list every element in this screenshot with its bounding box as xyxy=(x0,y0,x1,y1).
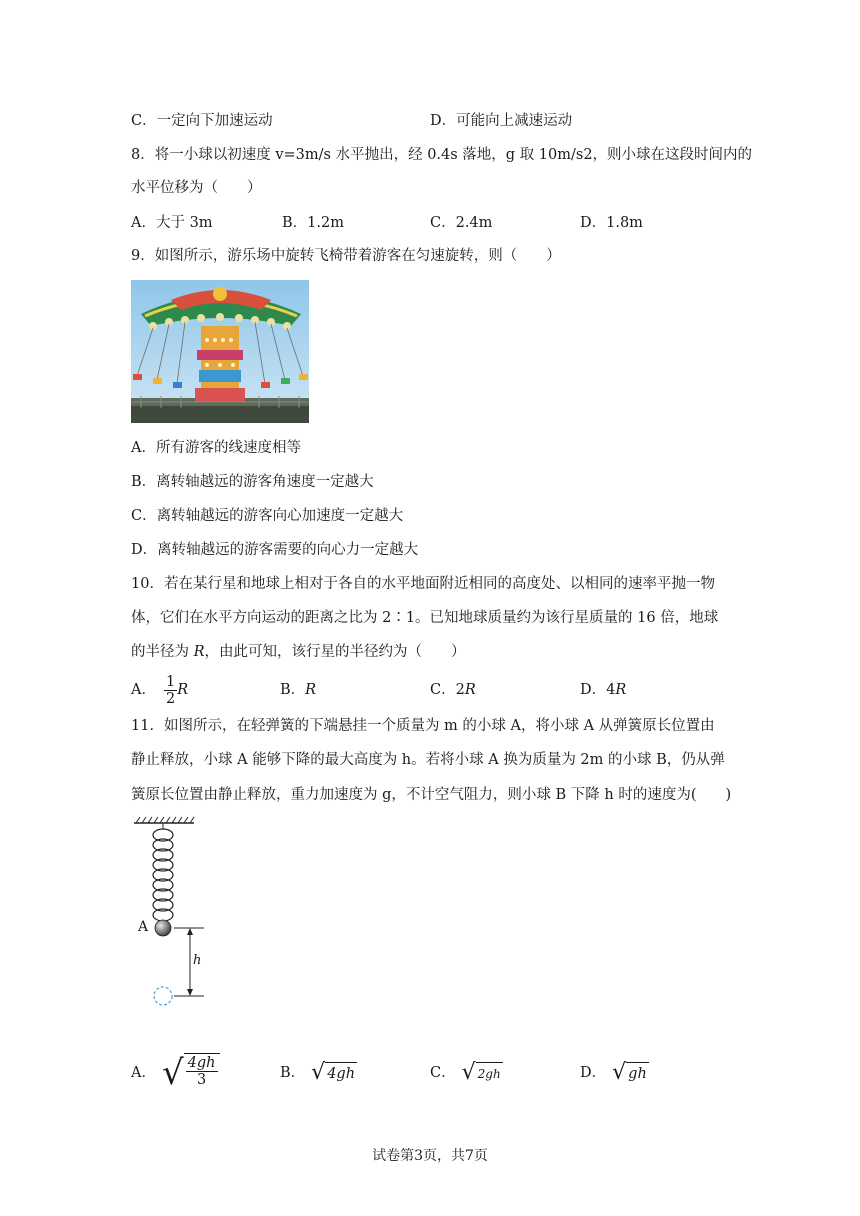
q11-option-d: D． √ gh xyxy=(580,1060,647,1085)
q7-option-c: C．一定向下加速运动 xyxy=(131,113,273,129)
q11-option-d-sqrt: √ gh xyxy=(612,1060,647,1085)
q8-stem-line2: 水平位移为（ ） xyxy=(131,180,262,196)
q10-stem-line2: 体，它们在水平方向运动的距离之比为 2∶1。已知地球质量约为该行星质量的 16 倍，地球 xyxy=(131,610,719,626)
q8-option-d: D．1.8m xyxy=(580,215,643,231)
q9-option-c: C．离转轴越远的游客向心加速度一定越大 xyxy=(131,508,404,524)
q11-option-c-sqrt: √ 2gh xyxy=(461,1060,501,1085)
q10-option-d: D．4R xyxy=(580,682,627,698)
q10-option-a: A． $\frac{1}{2}$ R xyxy=(131,673,189,707)
q11-stem-line2: 静止释放，小球 A 能够下降的最大高度为 h。若将小球 A 换为质量为 2m 的小球 B，仍从弹 xyxy=(131,752,725,768)
figure-label-h: h xyxy=(193,953,202,968)
q7-option-d: D．可能向上减速运动 xyxy=(430,113,573,129)
q9-option-b: B．离转轴越远的游客角速度一定越大 xyxy=(131,474,374,490)
q8-stem-line1: 8．将一小球以初速度 v=3m/s 水平抛出，经 0.4s 落地，g 取 10m/s2，则小球在这段时间内的 xyxy=(131,147,753,163)
q10-option-c: C．2R xyxy=(430,682,476,698)
q11-option-c: C． √ 2gh xyxy=(430,1060,501,1085)
q9-stem: 9．如图所示，游乐场中旋转飞椅带着游客在匀速旋转，则（ ） xyxy=(131,248,561,264)
q8-option-b: B．1.2m xyxy=(282,215,344,231)
page-footer: 试卷第3页，共7页 xyxy=(372,1148,488,1164)
q11-stem-line1: 11．如图所示，在轻弹簧的下端悬挂一个质量为 m 的小球 A，将小球 A 从弹簧原长位置由 xyxy=(131,718,715,734)
q10-option-b: B．R xyxy=(280,682,317,698)
q10-option-a-fraction: $\frac{1}{2}$ xyxy=(165,673,176,707)
q9-option-a: A．所有游客的线速度相等 xyxy=(131,440,301,456)
q10-stem-line3: 的半径为 R，由此可知，该行星的半径约为（ ） xyxy=(131,644,466,660)
q11-option-b: B． √ 4gh xyxy=(280,1060,356,1085)
q8-option-a: A．大于 3m xyxy=(131,215,213,231)
spring-figure xyxy=(130,815,220,1015)
q10-stem-line1: 10．若在某行星和地球上相对于各自的水平地面附近相同的高度处、以相同的速率平抛一物 xyxy=(131,576,715,592)
q9-option-d: D．离转轴越远的游客需要的向心力一定越大 xyxy=(131,542,419,558)
figure-label-a: A xyxy=(138,919,149,935)
q11-option-a-sqrt: √ $\frac{4gh}{3}$ xyxy=(162,1053,220,1093)
swing-carousel-photo xyxy=(131,280,309,423)
q11-option-a: A． √ $\frac{4gh}{3}$ xyxy=(131,1052,220,1094)
q11-stem-line3: 簧原长位置由静止释放，重力加速度为 g，不计空气阻力，则小球 B 下降 h 时的速度为( ) xyxy=(131,787,732,803)
q8-option-c: C．2.4m xyxy=(430,215,493,231)
q11-option-b-sqrt: √ 4gh xyxy=(311,1060,356,1085)
